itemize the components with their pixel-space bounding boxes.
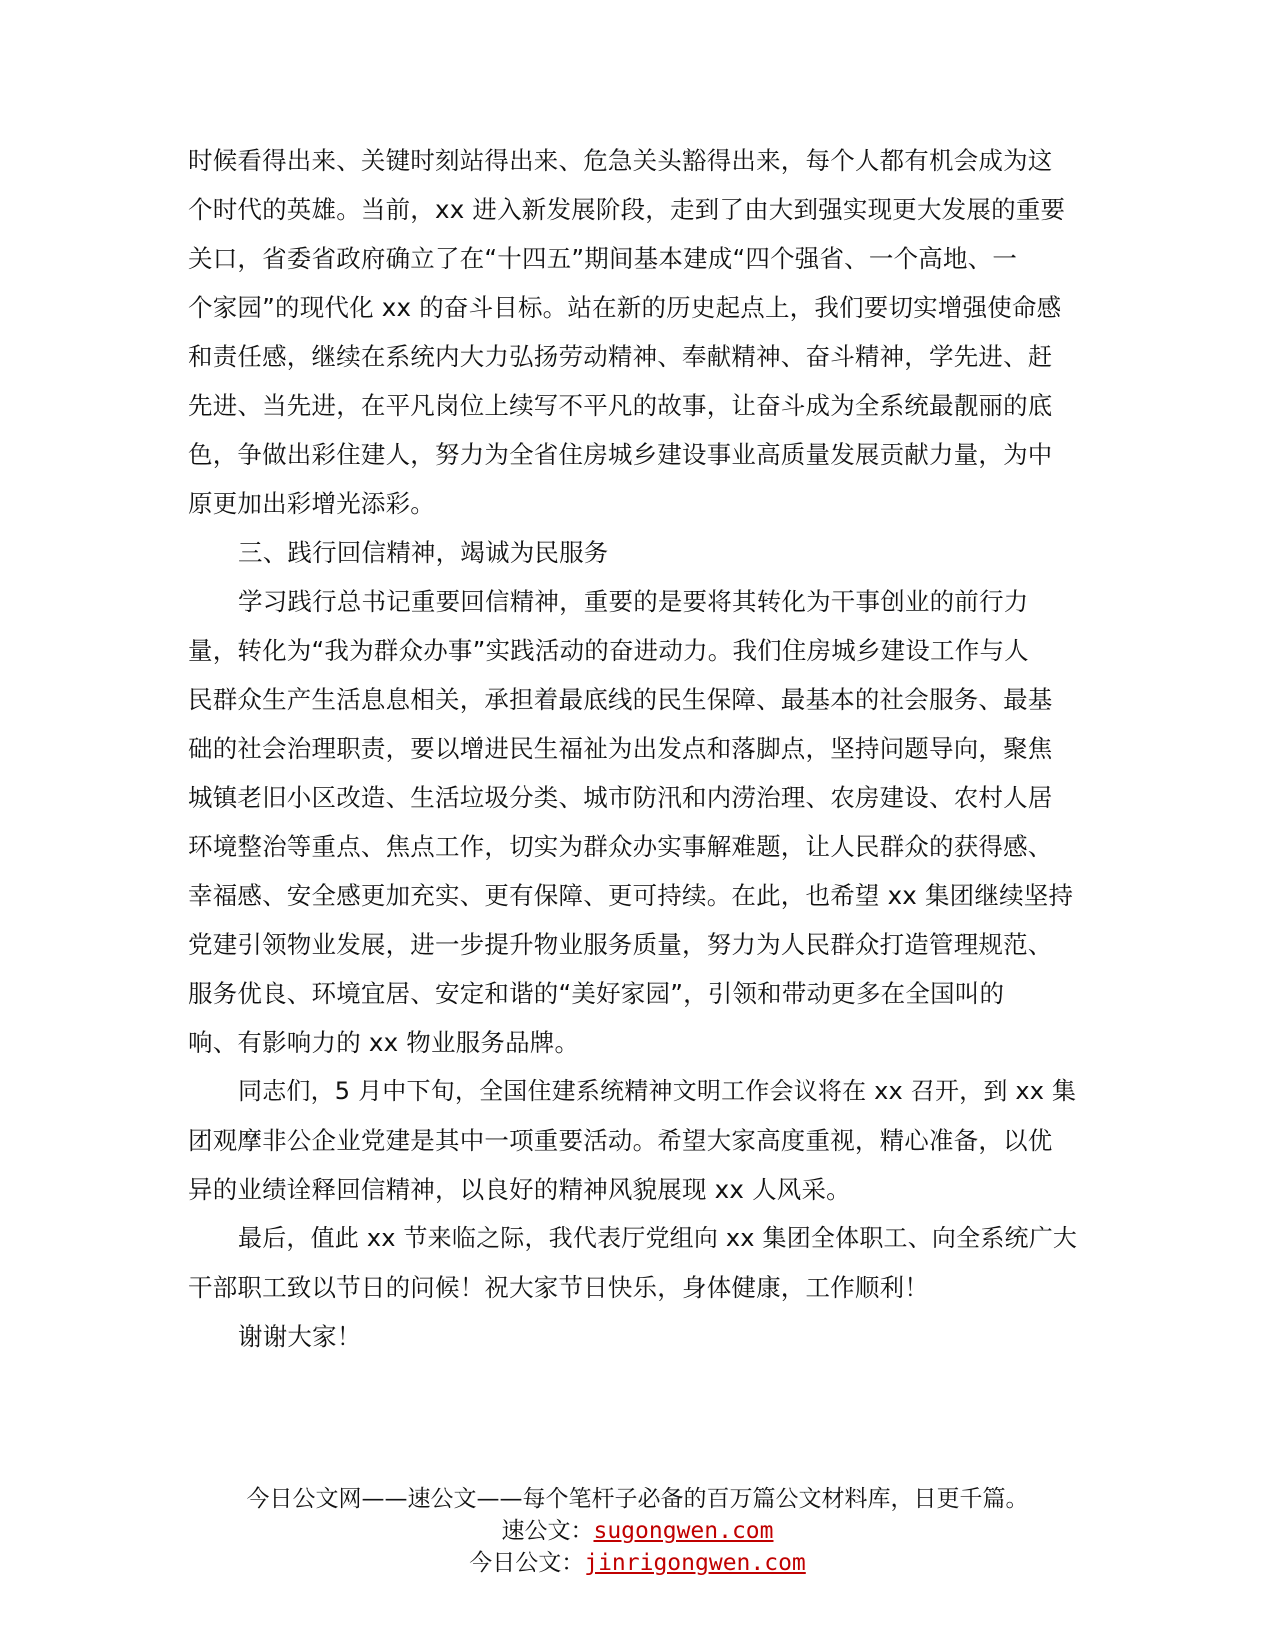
footer-jinrigongwen-link[interactable]: jinrigongwen.com bbox=[584, 1550, 806, 1576]
footer-jinrigongwen-label: 今日公文： bbox=[469, 1550, 585, 1576]
footer bbox=[0, 1483, 1275, 1579]
text-line: 城镇老旧小区改造、生活垃圾分类、城市防汛和内涝治理、农房建设、农村人居 bbox=[188, 783, 1053, 812]
footer-sugongwen-label: 速公文： bbox=[501, 1518, 594, 1544]
text-line: 先进、当先进，在平凡岗位上续写不平凡的故事，让奋斗成为全系统最靓丽的底 bbox=[188, 391, 1053, 420]
text-line: 础的社会治理职责，要以增进民生福祉为出发点和落脚点，坚持问题导向，聚焦 bbox=[188, 734, 1053, 763]
text-line: 量，转化为“我为群众办事”实践活动的奋进动力。我们住房城乡建设工作与人 bbox=[188, 636, 1029, 665]
text-line: 谢谢大家！ bbox=[238, 1322, 362, 1351]
text-line: 异的业绩诠释回信精神，以良好的精神风貌展现 xx 人风采。 bbox=[188, 1175, 851, 1204]
document-body bbox=[188, 136, 1078, 1361]
text-line: 时候看得出来、关键时刻站得出来、危急关头豁得出来，每个人都有机会成为这 bbox=[188, 146, 1053, 175]
text-line: 干部职工致以节日的问候！祝大家节日快乐，身体健康，工作顺利！ bbox=[188, 1273, 929, 1302]
text-line: 幸福感、安全感更加充实、更有保障、更可持续。在此，也希望 xx 集团继续坚持 bbox=[188, 881, 1074, 910]
text-line: 环境整治等重点、焦点工作，切实为群众办实事解难题，让人民群众的获得感、 bbox=[188, 832, 1053, 861]
text-line: 色，争做出彩住建人，努力为全省住房城乡建设事业高质量发展贡献力量，为中 bbox=[188, 440, 1053, 469]
text-line: 和责任感，继续在系统内大力弘扬劳动精神、奉献精神、奋斗精神，学先进、赶 bbox=[188, 342, 1053, 371]
text-line: 同志们，5 月中下旬，全国住建系统精神文明工作会议将在 xx 召开，到 xx 集 bbox=[238, 1077, 1077, 1105]
text-line: 原更加出彩增光添彩。 bbox=[188, 489, 435, 518]
footer-sugongwen-link[interactable]: sugongwen.com bbox=[593, 1518, 774, 1544]
text-line: 响、有影响力的 xx 物业服务品牌。 bbox=[188, 1028, 580, 1057]
text-line: 三、践行回信精神，竭诚为民服务 bbox=[238, 538, 609, 567]
text-line: 最后，值此 xx 节来临之际，我代表厅党组向 xx 集团全体职工、向全系统广大 bbox=[238, 1224, 1078, 1252]
text-line: 党建引领物业发展，进一步提升物业服务质量，努力为人民群众打造管理规范、 bbox=[188, 930, 1053, 959]
footer-tagline: 今日公文网——速公文——每个笔杆子必备的百万篇公文材料库，日更千篇。 bbox=[246, 1486, 1029, 1512]
text-line: 个时代的英雄。当前，xx 进入新发展阶段，走到了由大到强实现更大发展的重要 bbox=[188, 195, 1066, 224]
footer-sugongwen-row bbox=[0, 1515, 1275, 1547]
text-line: 团观摩非公企业党建是其中一项重要活动。希望大家高度重视，精心准备，以优 bbox=[188, 1126, 1053, 1155]
text-line: 个家园”的现代化 xx 的奋斗目标。站在新的历史起点上，我们要切实增强使命感 bbox=[188, 293, 1062, 322]
text-line: 学习践行总书记重要回信精神，重要的是要将其转化为干事创业的前行力 bbox=[238, 587, 1029, 616]
text-line: 服务优良、环境宜居、安定和谐的“美好家园”，引领和带动更多在全国叫的 bbox=[188, 979, 1005, 1008]
text-line: 关口，省委省政府确立了在“十四五”期间基本建成“四个强省、一个高地、一 bbox=[188, 244, 1018, 273]
footer-jinrigongwen-row bbox=[0, 1547, 1275, 1579]
text-line: 民群众生产生活息息相关，承担着最底线的民生保障、最基本的社会服务、最基 bbox=[188, 685, 1053, 714]
